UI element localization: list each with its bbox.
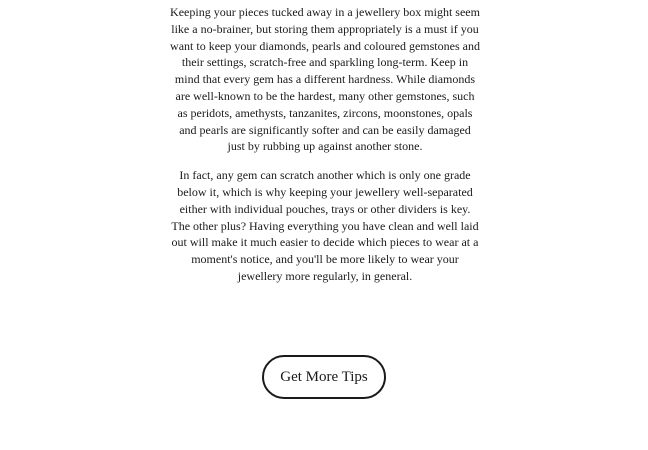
get-more-tips-button[interactable]: Get More Tips (262, 355, 386, 399)
article-body (170, 4, 480, 285)
cta-container (0, 355, 648, 399)
paragraph-scratch-separation: In fact, any gem can scratch another which is only one grade below it, which is why keeping your jewellery well-separated either with individual pouches, trays or other dividers is key. The other plus? Having everything you have clean and well laid out will make it much easier to decide which pieces to wear at a moment's notice, and you'll be more likely to wear your jewellery more regularly, in general. (171, 168, 479, 283)
paragraph-storage-hardness: Keeping your pieces tucked away in a jewellery box might seem like a no-brainer, but storing them appropriately is a must if you want to keep your diamonds, pearls and coloured gemstones and their settings, scratch-free and sparkling long-term. Keep in mind that every gem has a different hardness. While diamonds are well-known to be the hardest, many other gemstones, such as peridots, amethysts, tanzanites, zircons, moonstones, opals and pearls are significantly softer and can be easily damaged just by rubbing up against another stone. (170, 5, 480, 154)
